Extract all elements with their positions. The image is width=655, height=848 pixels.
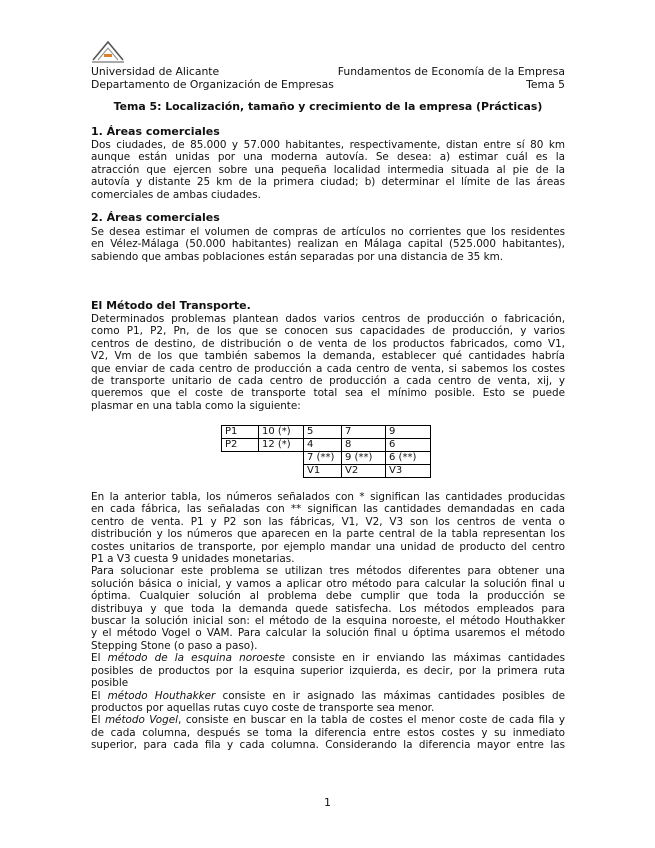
text-line: Se desea estimar el volumen de compras de artículos no corrientes que los residentes (91, 226, 565, 238)
page-title: Tema 5: Localización, tamaño y crecimiento de la empresa (Prácticas) (113, 100, 543, 113)
table-cell: 8 (342, 439, 386, 452)
table-cell: P2 (222, 439, 259, 452)
section-4-body (91, 491, 565, 752)
text-line: Determinados problemas plantean dados varios centros de producción o fabricación, (91, 313, 565, 325)
text-line: solución básica o inicial, y vamos a aplicar otro método para calcular la solución final u (91, 577, 565, 590)
table-cell: 6 (386, 439, 431, 452)
text-span: consiste en ir asignado las máximas cantidades posibles de (215, 689, 565, 702)
text-line: óptima. Cualquier solución al problema debe cumplir que toda la producción se (91, 590, 565, 603)
empty-cell (259, 465, 304, 478)
text-line (91, 690, 565, 702)
table-cell: 9 (**) (342, 452, 386, 465)
text-line: posibles de productos por la esquina superior izquierda, es decir, por la primera ruta (91, 664, 565, 677)
text-span: El (91, 714, 105, 727)
text-line (91, 714, 565, 726)
text-line: queremos que el coste de transporte total sea el mínimo posible. Esto se puede (91, 387, 565, 400)
text-line: centros de destino, de distribución o de venta de los productos fabricados, como V1, (91, 337, 565, 350)
section-1-body (91, 139, 565, 201)
section-3-body (91, 313, 565, 412)
table-cell: V3 (386, 465, 431, 478)
text-span: El (91, 689, 108, 702)
text-line: Stepping Stone (o paso a paso). (91, 639, 258, 652)
method-name-houthakker: método Houthakker (107, 689, 216, 702)
page-number: 1 (324, 796, 331, 809)
table-cell: 9 (386, 426, 431, 439)
text-line: de cada columna, después se toma la diferencia entre estos costes y su inmediato (91, 726, 565, 739)
section-2-body (91, 226, 565, 263)
course-name: Fundamentos de Economía de la Empresa (337, 65, 565, 78)
table-cell: 5 (304, 426, 342, 439)
topic-number: Tema 5 (526, 78, 565, 91)
text-line (91, 652, 565, 664)
text-line: Para solucionar este problema se utilizan tres métodos diferentes para obtener una (91, 565, 565, 578)
text-line: productos por aquellas rutas cuyo coste de transporte sea menor. (91, 701, 435, 714)
section-3-heading: El Método del Transporte. (91, 299, 251, 312)
table-cell: V1 (304, 465, 342, 478)
table-cell: 12 (*) (259, 439, 304, 452)
section-2-heading: 2. Áreas comerciales (91, 211, 220, 224)
text-line: V2, Vm de los que también sabemos la demanda, establecer qué cantidades habría (91, 350, 565, 363)
method-name-noroeste: método de la esquina noroeste (107, 652, 285, 665)
text-line: costes unitarios de transporte, por ejemplo mandar una unidad de producto del centro (91, 540, 565, 553)
table-cell: 10 (*) (259, 426, 304, 439)
table-cell: V2 (342, 465, 386, 478)
text-line: en cada fábrica, las señaladas con ** significan las cantidades demandadas en cada (91, 503, 565, 516)
table-row (222, 439, 431, 452)
table-cell: P1 (222, 426, 259, 439)
table-row (222, 452, 431, 465)
text-line: En la anterior tabla, los números señalados con * significan las cantidades producidas (91, 491, 565, 503)
university-name: Universidad de Alicante (91, 65, 220, 78)
text-line: atracción que ejercen sobre una pequeña localidad intermedia situada al pie de la (91, 163, 565, 176)
text-line: sabiendo que ambas poblaciones están separadas por una distancia de 35 km. (91, 250, 504, 263)
text-line: buscar la solución inicial son: el método de la esquina noroeste, el método Houthakker (91, 615, 565, 628)
text-line: distribuya y que toda la demanda quede satisfecha. Los métodos empleados para (91, 602, 565, 615)
text-line: distribución y los números que aparecen en la parte central de la tabla representan los (91, 528, 565, 541)
text-line: autovía y distante 25 km de la primera ciudad; b) determinar el límite de las áreas (91, 176, 565, 189)
text-line: de transporte unitario de cada centro de producción a cada centro de venta, xij, y (91, 375, 565, 388)
text-line: que enviar de cada centro de producción a cada centro de venta, si sabemos los costes (91, 362, 565, 375)
text-span: , consiste en buscar en la tabla de costes el menor coste de cada fila y (178, 714, 566, 727)
table-cell: 6 (**) (386, 452, 431, 465)
text-line: en Vélez-Málaga (50.000 habitantes) realizan en Málaga capital (525.000 habitantes), (91, 238, 565, 251)
table-cell: 4 (304, 439, 342, 452)
text-line: centro de venta. P1 y P2 son las fábricas, V1, V2, V3 son los centros de venta o (91, 515, 565, 528)
text-line: comerciales de ambas ciudades. (91, 188, 261, 201)
text-line: superior, para cada fila y cada columna. Considerando la diferencia mayor entre las (91, 739, 565, 752)
text-line: posible (91, 677, 129, 690)
empty-cell (222, 452, 259, 465)
table-cell: 7 (342, 426, 386, 439)
text-line: Dos ciudades, de 85.000 y 57.000 habitantes, respectivamente, distan entre sí 80 km (91, 139, 565, 151)
text-span: consiste en ir enviando las máximas cantidades (285, 652, 565, 665)
method-name-vogel: método Vogel (104, 714, 179, 727)
empty-cell (259, 452, 304, 465)
text-line: y el método Vogel o VAM. Para calcular la solución final u óptima usaremos el método (91, 627, 565, 640)
department-name: Departamento de Organización de Empresas (91, 78, 334, 91)
text-line: aunque están unidas por una moderna autovía. Se desea: a) estimar cuál es la (91, 151, 565, 164)
text-line: como P1, P2, Pn, de los que se conocen sus capacidades de producción, y varios (91, 325, 565, 338)
text-line: plasmar en una tabla como la siguiente: (91, 399, 301, 412)
transport-cost-table (221, 425, 431, 478)
text-span: El (91, 652, 108, 665)
table-row (222, 465, 431, 478)
table-row (222, 426, 431, 439)
table-cell: 7 (**) (304, 452, 342, 465)
empty-cell (222, 465, 259, 478)
text-line: P1 a V3 cuesta 9 unidades monetarias. (91, 553, 295, 566)
university-logo (91, 38, 125, 64)
section-1-heading: 1. Áreas comerciales (91, 125, 220, 138)
